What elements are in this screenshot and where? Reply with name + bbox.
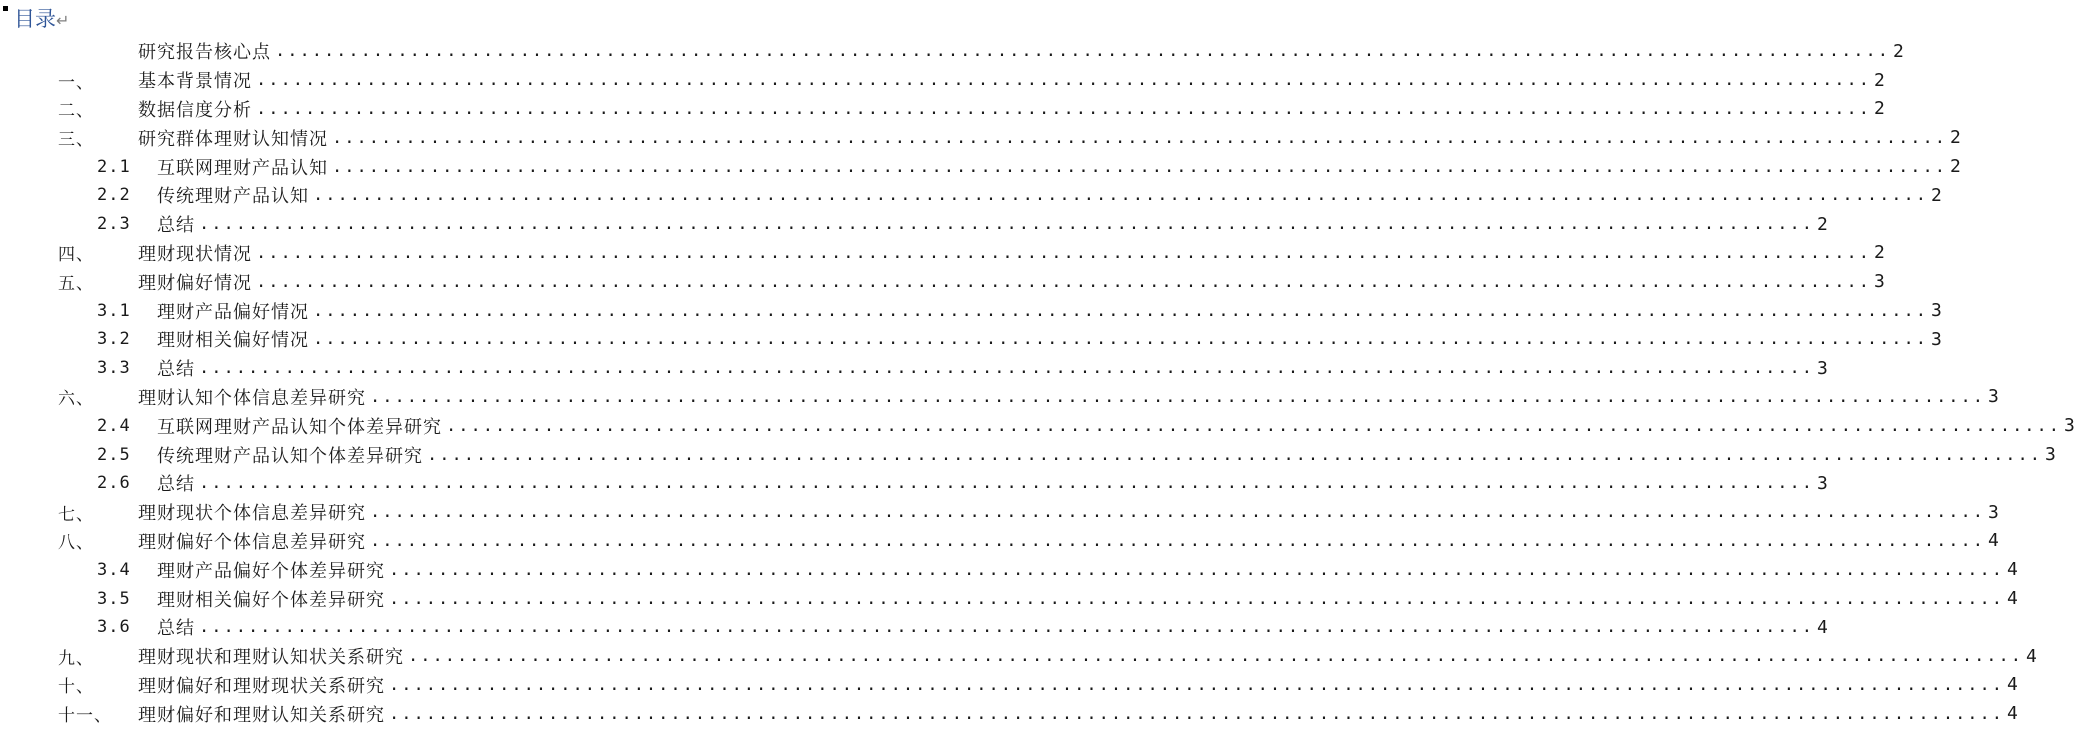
toc-dot-leader: ....................................................................................................................................	[370, 502, 1986, 523]
toc-dot-leader: ....................................................................................................................................	[313, 329, 1929, 350]
toc-entry[interactable]	[0, 411, 2075, 440]
toc-entry-number: 七、	[58, 504, 94, 525]
toc-entry[interactable]	[0, 210, 1828, 239]
toc-entry[interactable]	[0, 440, 2056, 469]
toc-entry-title[interactable]: 理财现状个体信息差异研究	[138, 503, 366, 525]
toc-entry[interactable]	[0, 354, 1828, 383]
toc-entry-number: 一、	[58, 72, 94, 93]
toc-page-number: 4	[1817, 616, 1828, 638]
toc-dot-leader: ....................................................................................................................................	[389, 703, 2005, 724]
toc-entry[interactable]	[0, 181, 1942, 210]
toc-entry[interactable]	[0, 239, 1885, 268]
toc-page-number: 2	[1893, 40, 1904, 62]
toc-title-text: 目录	[14, 7, 56, 31]
toc-entry-title[interactable]: 理财产品偏好情况	[157, 301, 309, 323]
toc-entry-title[interactable]: 理财偏好个体信息差异研究	[138, 531, 366, 553]
toc-dot-leader: ....................................................................................................................................	[389, 559, 2005, 580]
toc-page-number: 2	[1950, 127, 1961, 149]
toc-entry-number: 四、	[58, 245, 94, 266]
toc-dot-leader: ....................................................................................................................................	[332, 127, 1948, 148]
toc-page-number: 2	[1950, 156, 1961, 178]
toc-entry-title[interactable]: 理财偏好情况	[138, 272, 252, 294]
toc-entry-number: 2.6	[97, 473, 131, 494]
toc-list	[0, 37, 2075, 728]
toc-page-number: 4	[2026, 645, 2037, 667]
toc-entry-title[interactable]: 总结	[157, 359, 195, 381]
toc-entry[interactable]	[0, 325, 1942, 354]
toc-entry[interactable]	[0, 123, 1961, 152]
toc-entry[interactable]	[0, 642, 2037, 671]
toc-dot-leader: ....................................................................................................................................	[332, 156, 1948, 177]
toc-page-number: 2	[1874, 98, 1885, 120]
paragraph-mark-bullet	[3, 6, 8, 11]
toc-entry-number: 3.3	[97, 358, 131, 379]
toc-entry[interactable]	[0, 267, 1885, 296]
toc-dot-leader: ....................................................................................................................................	[427, 444, 2043, 465]
toc-entry-number: 3.2	[97, 329, 131, 350]
toc-entry-title[interactable]: 基本背景情况	[138, 71, 252, 93]
toc-page-number: 3	[1874, 271, 1885, 293]
toc-entry-number: 3.1	[97, 300, 131, 321]
toc-entry-title[interactable]: 研究报告核心点	[138, 42, 271, 64]
toc-entry-title[interactable]: 总结	[157, 618, 195, 640]
toc-dot-leader: ....................................................................................................................................	[313, 300, 1929, 321]
toc-entry-number: 五、	[58, 274, 94, 295]
toc-page-number: 3	[1931, 300, 1942, 322]
toc-entry-title[interactable]: 总结	[157, 474, 195, 496]
toc-entry-title[interactable]: 理财现状情况	[138, 243, 252, 265]
toc-entry-number: 十、	[58, 677, 94, 698]
toc-entry-number: 2.4	[97, 415, 131, 436]
toc-page-number: 2	[1931, 184, 1942, 206]
return-mark-icon: ↵	[56, 11, 70, 30]
toc-entry-number: 2.5	[97, 444, 131, 465]
toc-entry[interactable]	[0, 383, 1999, 412]
toc-entry-number: 3.6	[97, 617, 131, 638]
toc-page-number: 3	[2045, 444, 2056, 466]
toc-entry-title[interactable]: 理财偏好和理财现状关系研究	[138, 675, 385, 697]
toc-dot-leader: ....................................................................................................................................	[370, 530, 1986, 551]
toc-page-number: 3	[1931, 328, 1942, 350]
toc-entry-title[interactable]: 理财认知个体信息差异研究	[138, 387, 366, 409]
toc-entry-title[interactable]: 互联网理财产品认知	[157, 157, 328, 179]
toc-entry-number: 3.5	[97, 588, 131, 609]
toc-dot-leader: ....................................................................................................................................	[408, 646, 2024, 667]
toc-entry-number: 九、	[58, 648, 94, 669]
toc-dot-leader: ....................................................................................................................................	[199, 214, 1815, 235]
toc-dot-leader: ....................................................................................................................................	[256, 242, 1872, 263]
toc-page-number: 3	[1988, 501, 1999, 523]
toc-entry[interactable]	[0, 469, 1828, 498]
toc-page-number: 2	[1817, 213, 1828, 235]
toc-page-number: 3	[2064, 415, 2075, 437]
toc-page-number: 2	[1874, 69, 1885, 91]
toc-entry[interactable]	[0, 37, 1904, 66]
toc-dot-leader: ....................................................................................................................................	[370, 386, 1986, 407]
toc-entry-title[interactable]: 理财相关偏好情况	[157, 330, 309, 352]
toc-entry-title[interactable]: 理财相关偏好个体差异研究	[157, 589, 385, 611]
toc-page-number: 4	[2007, 588, 2018, 610]
toc-entry[interactable]	[0, 66, 1885, 95]
toc-entry-title[interactable]: 互联网理财产品认知个体差异研究	[157, 416, 442, 438]
toc-entry-number: 2.3	[97, 214, 131, 235]
toc-entry[interactable]	[0, 152, 1961, 181]
toc-dot-leader: ....................................................................................................................................	[446, 415, 2062, 436]
toc-page-number: 3	[1817, 472, 1828, 494]
toc-entry[interactable]	[0, 613, 1828, 642]
toc-entry-number: 八、	[58, 533, 94, 554]
toc-entry-number: 2.2	[97, 185, 131, 206]
toc-entry[interactable]	[0, 527, 1999, 556]
toc-dot-leader: ....................................................................................................................................	[199, 473, 1815, 494]
toc-entry-title[interactable]: 总结	[157, 215, 195, 237]
toc-entry-title[interactable]: 传统理财产品认知个体差异研究	[157, 445, 423, 467]
toc-entry[interactable]	[0, 498, 1999, 527]
toc-dot-leader: ....................................................................................................................................	[256, 98, 1872, 119]
toc-dot-leader: ....................................................................................................................................	[313, 185, 1929, 206]
toc-page-number: 3	[1988, 386, 1999, 408]
toc-dot-leader: ....................................................................................................................................	[256, 271, 1872, 292]
toc-page-number: 4	[2007, 559, 2018, 581]
toc-dot-leader: ....................................................................................................................................	[199, 358, 1815, 379]
toc-entry[interactable]	[0, 555, 2018, 584]
toc-entry-title[interactable]: 数据信度分析	[138, 99, 252, 121]
toc-entry-title[interactable]: 理财产品偏好个体差异研究	[157, 560, 385, 582]
toc-page-number: 2	[1874, 242, 1885, 264]
toc-dot-leader: ....................................................................................................................................	[389, 674, 2005, 695]
toc-entry-number: 十一、	[58, 706, 112, 727]
toc-entry-number: 3.4	[97, 559, 131, 580]
toc-entry-number: 六、	[58, 389, 94, 410]
toc-entry[interactable]	[0, 95, 1885, 124]
toc-entry-number: 三、	[58, 130, 94, 151]
toc-entry-title[interactable]: 理财偏好和理财认知关系研究	[138, 704, 385, 726]
toc-page-number: 4	[2007, 674, 2018, 696]
toc-entry[interactable]	[0, 671, 2018, 700]
toc-dot-leader: ....................................................................................................................................	[256, 70, 1872, 91]
toc-entry[interactable]	[0, 699, 2018, 728]
toc-dot-leader: ....................................................................................................................................	[275, 41, 1891, 62]
toc-entry-number: 2.1	[97, 156, 131, 177]
toc-dot-leader: ....................................................................................................................................	[199, 617, 1815, 638]
toc-page-number: 4	[1988, 530, 1999, 552]
toc-page-number: 4	[2007, 703, 2018, 725]
toc-entry-title[interactable]: 研究群体理财认知情况	[138, 128, 328, 150]
toc-entry-title[interactable]: 传统理财产品认知	[157, 186, 309, 208]
toc-entry-number: 二、	[58, 101, 94, 122]
toc-entry[interactable]	[0, 584, 2018, 613]
toc-dot-leader: ....................................................................................................................................	[389, 588, 2005, 609]
toc-entry-title[interactable]: 理财现状和理财认知状关系研究	[138, 647, 404, 669]
toc-title	[14, 6, 69, 34]
toc-page-number: 3	[1817, 357, 1828, 379]
toc-entry[interactable]	[0, 296, 1942, 325]
